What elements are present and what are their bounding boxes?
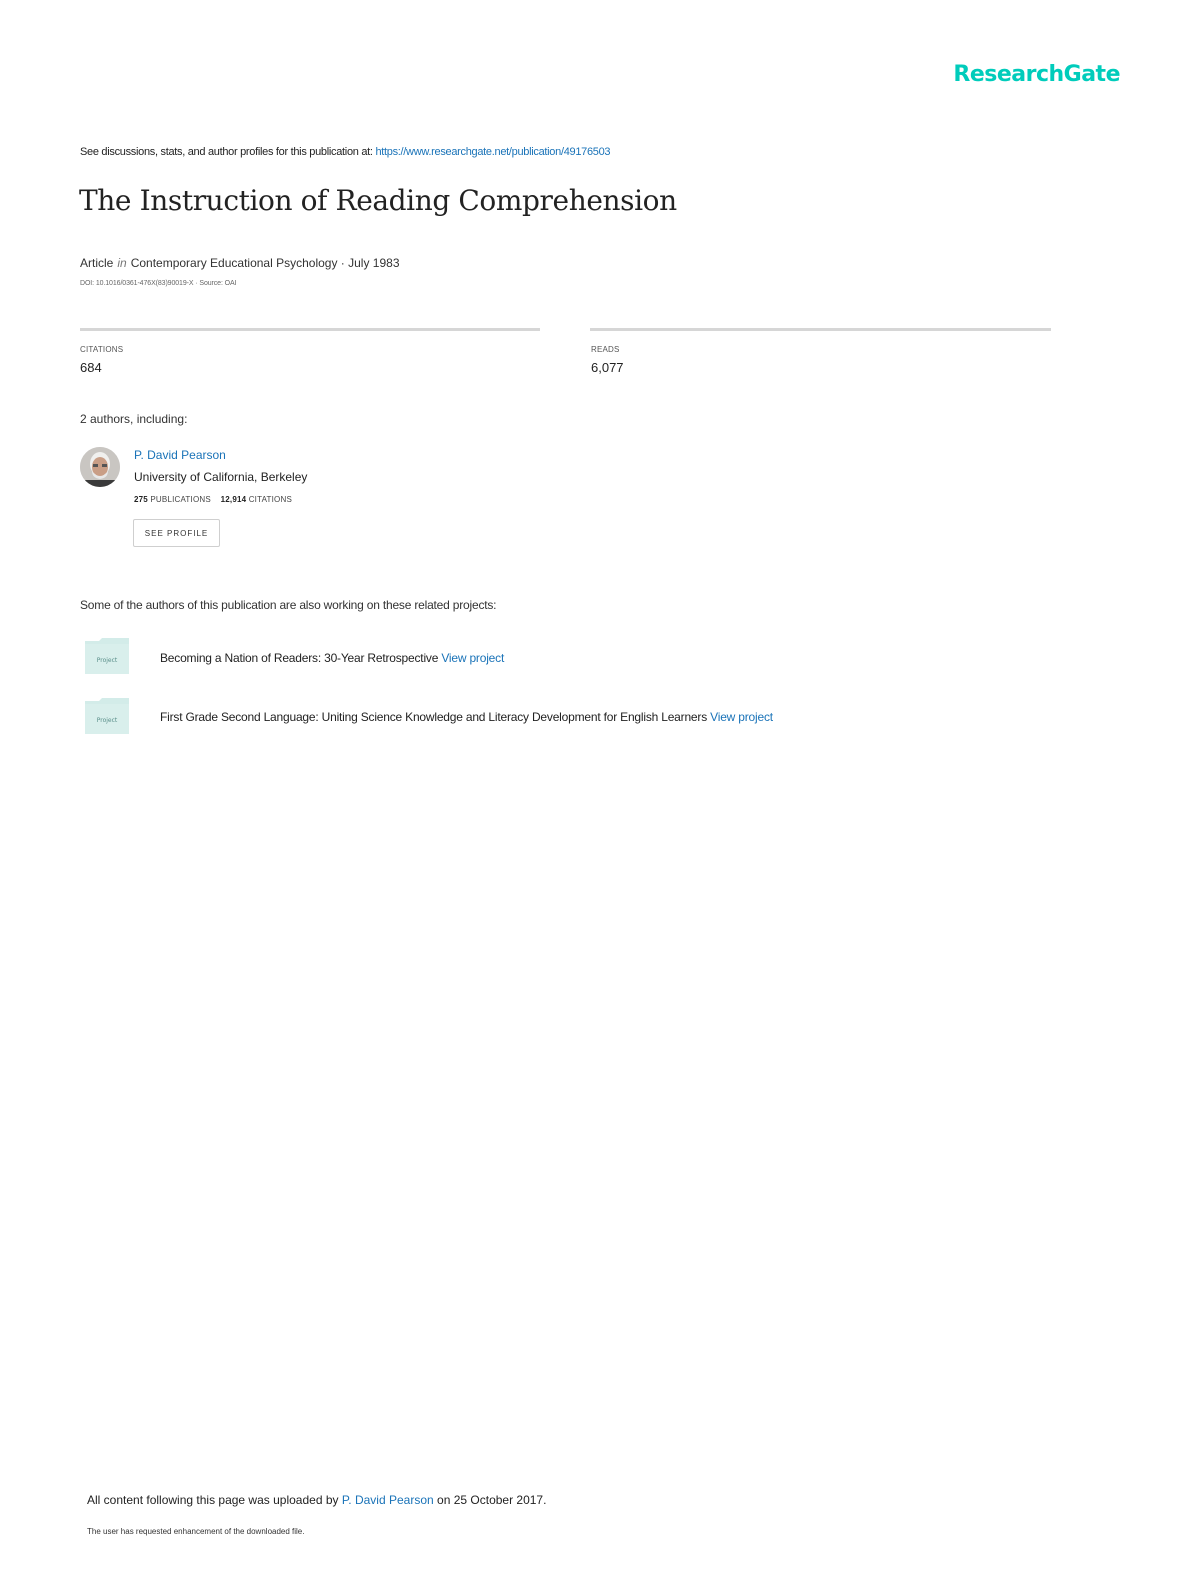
author-citations-label: CITATIONS [248, 495, 292, 504]
doi-source: DOI: 10.1016/0361-476X(83)90019-X · Source: OAI [80, 280, 237, 287]
project-name: First Grade Second Language: Uniting Science Knowledge and Literacy Development for English Learners [160, 710, 708, 724]
see-profile-button[interactable]: SEE PROFILE [133, 519, 220, 547]
authors-heading: 2 authors, including: [80, 412, 188, 426]
reads-divider [590, 328, 1051, 331]
projects-heading: Some of the authors of this publication are also working on these related projects: [80, 598, 497, 612]
upload-notice [87, 1493, 546, 1507]
source-line [80, 146, 610, 158]
article-type: Article [80, 256, 114, 270]
project-folder-icon [85, 638, 129, 674]
citations-value: 684 [80, 360, 102, 375]
reads-value: 6,077 [591, 360, 624, 375]
citations-label: CITATIONS [80, 345, 124, 354]
project-name: Becoming a Nation of Readers: 30-Year Retrospective [160, 651, 439, 665]
author-stats [134, 495, 292, 504]
author-publications-label: PUBLICATIONS [150, 495, 211, 504]
view-project-link[interactable]: View project [441, 651, 505, 665]
author-publications-count: 275 [134, 495, 148, 504]
enhancement-note: The user has requested enhancement of the downloaded file. [87, 1527, 305, 1536]
journal-date: Contemporary Educational Psychology · July 1983 [130, 256, 400, 270]
publication-title: The Instruction of Reading Comprehension [79, 184, 677, 217]
author-institution: University of California, Berkeley [134, 470, 308, 484]
citations-divider [80, 328, 540, 331]
author-citations-count: 12,914 [220, 495, 247, 504]
researchgate-logo[interactable]: ResearchGate [953, 62, 1120, 87]
project-icon-label: Project [96, 657, 118, 664]
project-icon-label: Project [96, 717, 118, 724]
source-prefix: See discussions, stats, and author profiles for this publication at: [80, 146, 373, 158]
upload-suffix: on 25 October 2017. [437, 1493, 547, 1507]
project-item [160, 651, 504, 665]
reads-label: READS [591, 345, 620, 354]
author-name-link[interactable]: P. David Pearson [134, 448, 226, 462]
view-project-link[interactable]: View project [710, 710, 773, 724]
in-word: in [117, 256, 127, 270]
uploader-link[interactable]: P. David Pearson [341, 1493, 434, 1507]
author-avatar[interactable] [80, 447, 120, 487]
upload-prefix: All content following this page was uploaded by [87, 1493, 339, 1507]
publication-url-link[interactable]: https://www.researchgate.net/publication/49176503 [375, 146, 611, 158]
project-item [160, 710, 773, 724]
publication-meta [80, 256, 400, 270]
project-folder-icon [85, 698, 129, 734]
